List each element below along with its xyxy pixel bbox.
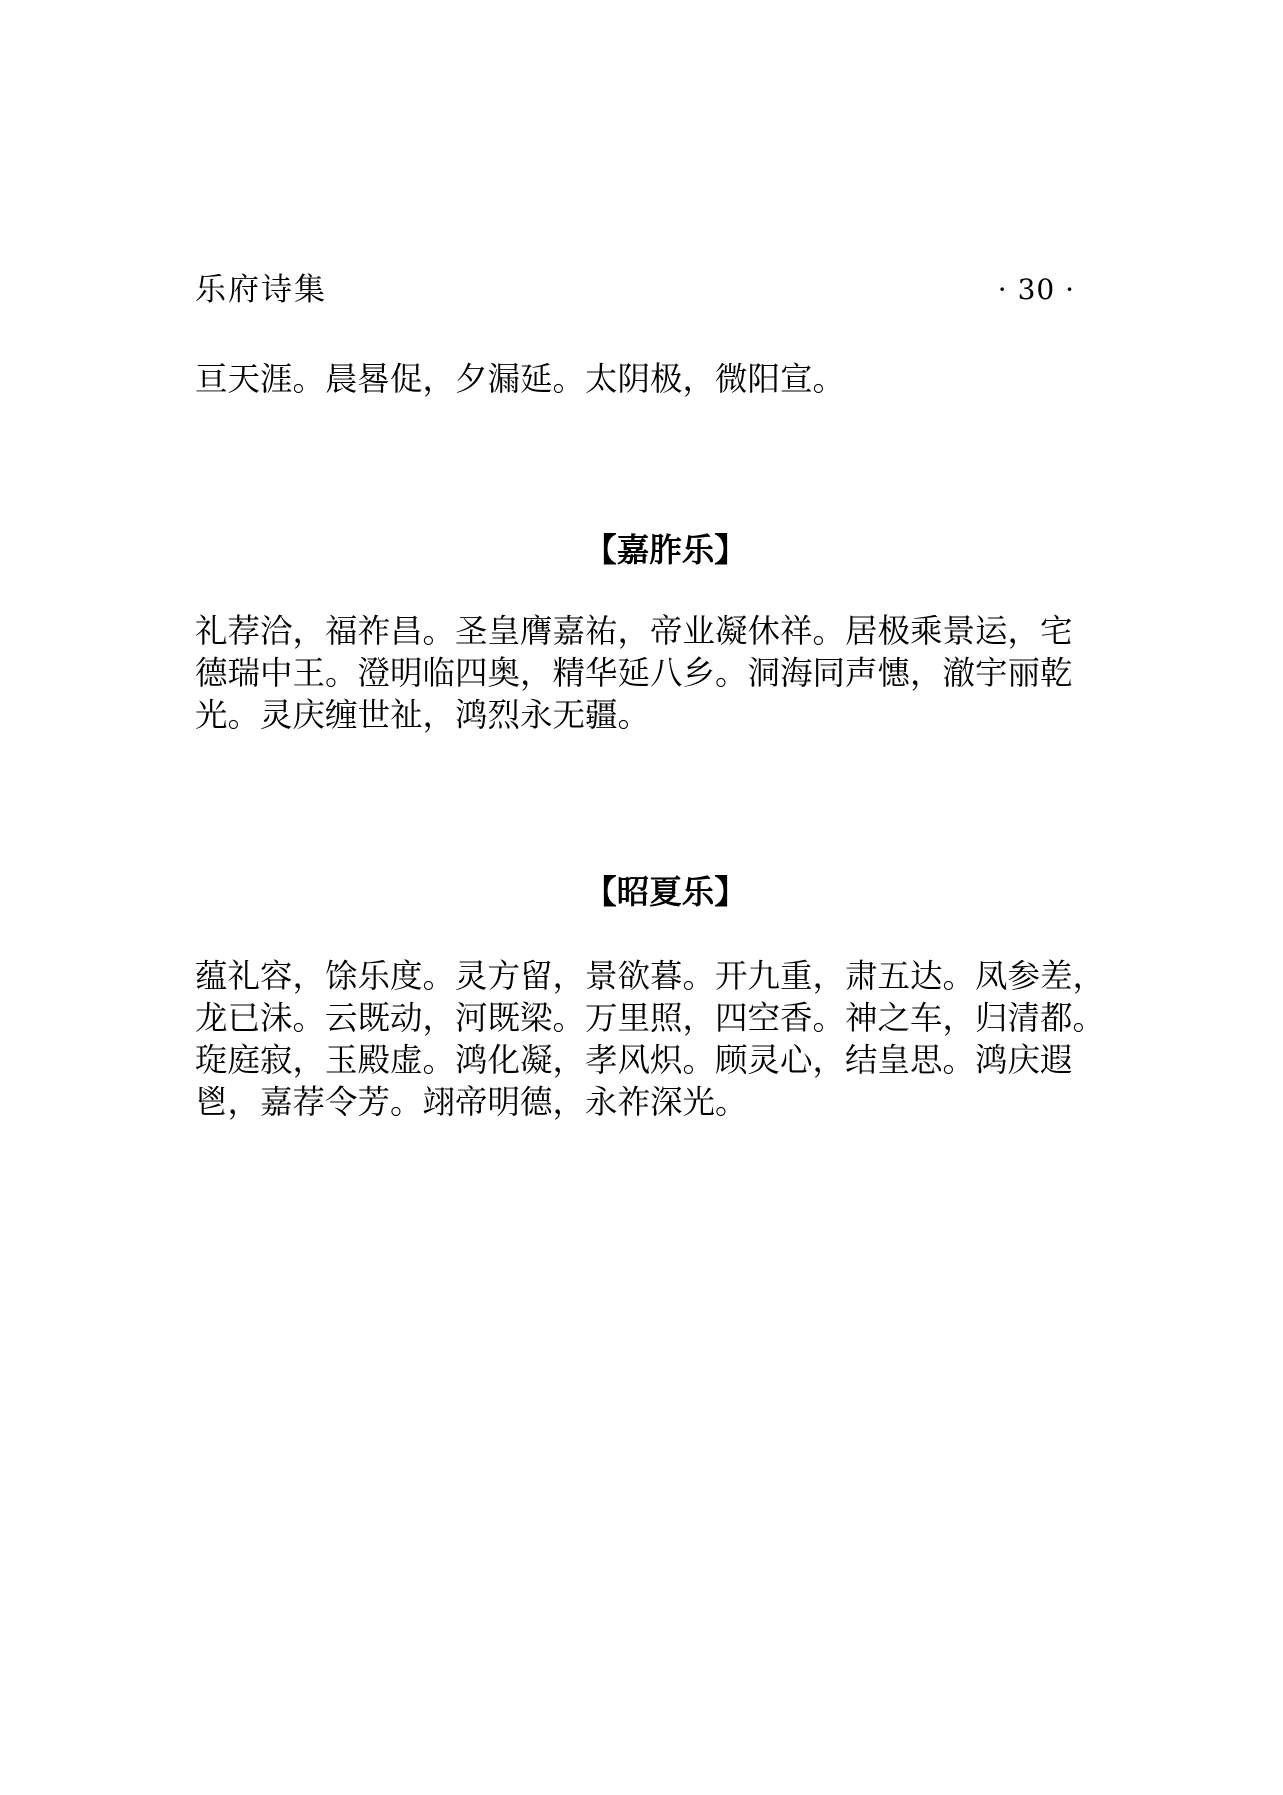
text-line: 德瑞中王。澄明临四奥，精华延八乡。洞海同声憓，澈宇丽乾 [195, 654, 1073, 692]
text-line: 琁庭寂，玉殿虚。鸿化凝，孝风炽。顾灵心，结皇思。鸿庆遐 [195, 1041, 1073, 1079]
text-line: 鬯，嘉荐令芳。翊帝明德，永祚深光。 [195, 1083, 748, 1121]
text-line: 龙已沬。云既动，河既梁。万里照，四空香。神之车，归清都。 [195, 999, 1106, 1037]
section-title-zhaoxia: 【昭夏乐】 [584, 872, 747, 911]
page-number: · 30 · [997, 273, 1075, 306]
text-line: 蕴礼容，馀乐度。灵方留，景欲暮。开九重，肃五达。凤参差， [195, 957, 1106, 995]
continued-paragraph [195, 358, 1095, 400]
section-body-jiazuo [195, 610, 1095, 736]
text-line: 光。灵庆缠世祉，鸿烈永无疆。 [195, 696, 651, 734]
section-title-jiazuo: 【嘉胙乐】 [584, 530, 747, 569]
section-body-zhaoxia [195, 955, 1106, 1123]
book-title: 乐府诗集 [195, 272, 327, 308]
text-line: 礼荐洽，福祚昌。圣皇膺嘉祐，帝业凝休祥。居极乘景运，宅 [195, 612, 1073, 650]
running-header [195, 268, 1075, 312]
text-line: 亘天涯。晨晷促，夕漏延。太阴极，微阳宣。 [195, 360, 846, 398]
